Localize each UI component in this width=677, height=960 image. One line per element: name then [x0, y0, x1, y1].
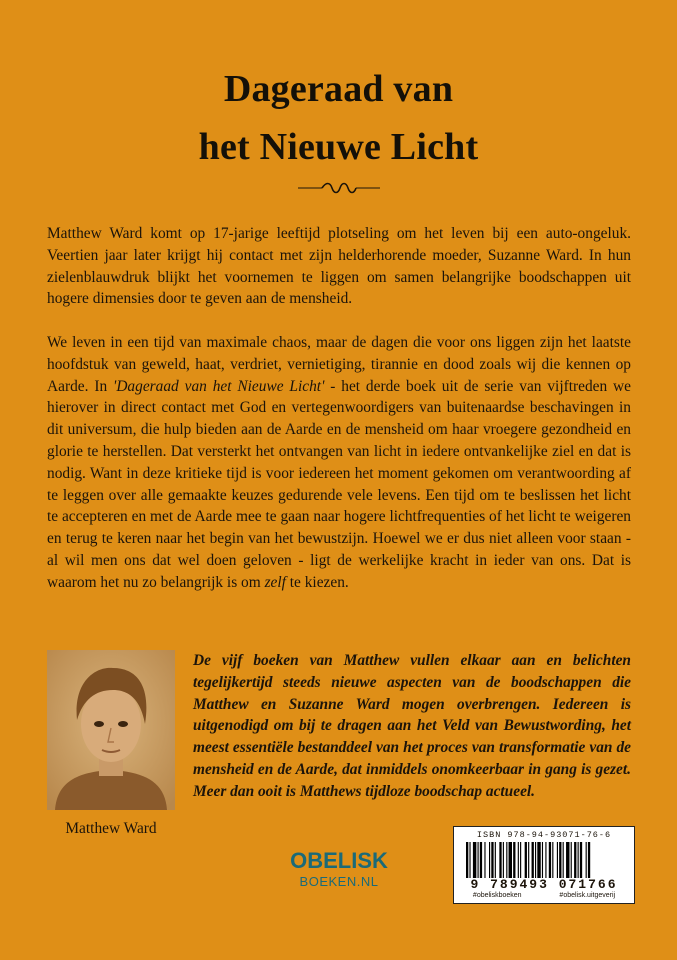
barcode-tags [454, 892, 634, 899]
barcode-bar [580, 842, 582, 878]
barcode-bar [469, 842, 470, 878]
barcode-bar [586, 842, 587, 878]
author-name-caption: Matthew Ward [65, 820, 157, 837]
publisher-logo [290, 848, 388, 898]
barcode-bar [574, 842, 576, 878]
barcode-bar [506, 842, 507, 878]
barcode-digits: 9 789493 071766 [470, 877, 618, 892]
barcode-bar [588, 842, 590, 878]
barcode-bar [466, 842, 468, 878]
book-title-reference: 'Dageraad van het Nieuwe Licht' [113, 377, 325, 395]
isbn-label: ISBN 978-94-93071-76-6 [476, 830, 612, 840]
book-title-line-2: het Nieuwe Licht [198, 126, 479, 168]
barcode-bar [563, 842, 564, 878]
barcode-bar [503, 842, 504, 878]
barcode-bar [532, 842, 534, 878]
barcode-bar [473, 842, 476, 878]
barcode-bar [578, 842, 579, 878]
paragraph-intro: Matthew Ward komt op 17-jarige leeftijd plotseling om het leven bij een auto-ongeluk. Veertien jaar later krijgt hij contact met zijn helderhorende moeder, Suzanne Ward. In hun zielenblauwdruk blijkt het voornemen te liggen om samen belangrijke boodschappen uit hogere dimensies door te geven aan de mensheid. [47, 225, 631, 308]
barcode-bar [545, 842, 546, 878]
barcode-bar [491, 842, 493, 878]
paragraph-main: We leven in een tijd van maximale chaos, maar de dagen die voor ons liggen zijn het laatste hoofdstuk van geweld, haat, verdriet, vernietiging, tirannie en dood zoals wij die kennen op Aarde. In 'Dageraad van het Nieuwe Licht' - het derde boek uit de serie van vijftreden we hierover in direct contact met God en vertegenwoordigers van buitenaardse beschavingen in dit universum, die hulp bieden aan de Aarde en de mensheid om haar vroegere gezondheid en glorie te herstellen. Dat versterkt het ontvangen van licht in iedere ontvankelijke ziel en dat is nodig. Want in deze kritieke tijd is voor iedereen het moment gekomen om verantwoording af te leggen over alle gemaakte keuzes gedurende vele levens. Een tijd om te beslissen het licht te accepteren en met de Aarde mee te gaan naar hogere lichtfrequenties of het licht te weigeren en terug te keren naar het begin van het bewustzijn. Hoewel we er dus niet alleen voor staan - al wil men ons dat wel doen geloven - ligt de werkelijke kracht in ieder van ons. Dat is waarom het nu zo belangrijk is om zelf te kiezen. [47, 333, 631, 591]
barcode-bars [466, 842, 626, 878]
tag-left: #obeliskboeken [472, 892, 522, 899]
barcode-bar [513, 842, 515, 878]
book-title [0, 60, 677, 176]
author-quote: De vijf boeken van Matthew vullen elkaar aan en belichten tegelijkertijd steeds nieuwe aspecten van de boodschappen die Matthew en Suzanne Ward mogen overbrengen. Iedereen is uitgenodigd om bij te dragen aan het Veld van Bewustwording, het meest essentiële bestanddeel van het proces van transformatie van de mensheid en de Aarde, dat inmiddels onomkeerbaar in gang is gezet. Meer dan ooit is Matthews tijdloze boodschap actueel. [193, 652, 631, 800]
barcode-bar [566, 842, 569, 878]
barcode-bar [480, 842, 482, 878]
barcode-bar [559, 842, 561, 878]
barcode-bar [537, 842, 540, 878]
author-portrait [47, 650, 175, 810]
barcode-bar [478, 842, 479, 878]
barcode-bar [549, 842, 551, 878]
back-cover-text [47, 223, 631, 615]
publisher-logo-main: OBELISK [290, 848, 388, 873]
barcode-bar [535, 842, 536, 878]
barcode-bar [518, 842, 519, 878]
barcode-bar [552, 842, 553, 878]
barcode-bar [499, 842, 501, 878]
publisher-logo-sub: BOEKEN.NL [299, 874, 379, 889]
barcode-bar [557, 842, 558, 878]
decorative-swirl-icon [298, 181, 380, 195]
barcode-bar [528, 842, 529, 878]
isbn-barcode [453, 826, 635, 904]
barcode-bar [542, 842, 543, 878]
barcode-bar [525, 842, 527, 878]
barcode-bar [509, 842, 512, 878]
barcode-bar [489, 842, 490, 878]
barcode-bar [484, 842, 485, 878]
book-title-line-1: Dageraad van [223, 68, 454, 110]
tag-right: #obelisk.uitgeverij [559, 892, 616, 899]
barcode-bar [520, 842, 521, 878]
barcode-bar [495, 842, 496, 878]
emphasis-word: zelf [264, 573, 286, 591]
barcode-bar [571, 842, 572, 878]
